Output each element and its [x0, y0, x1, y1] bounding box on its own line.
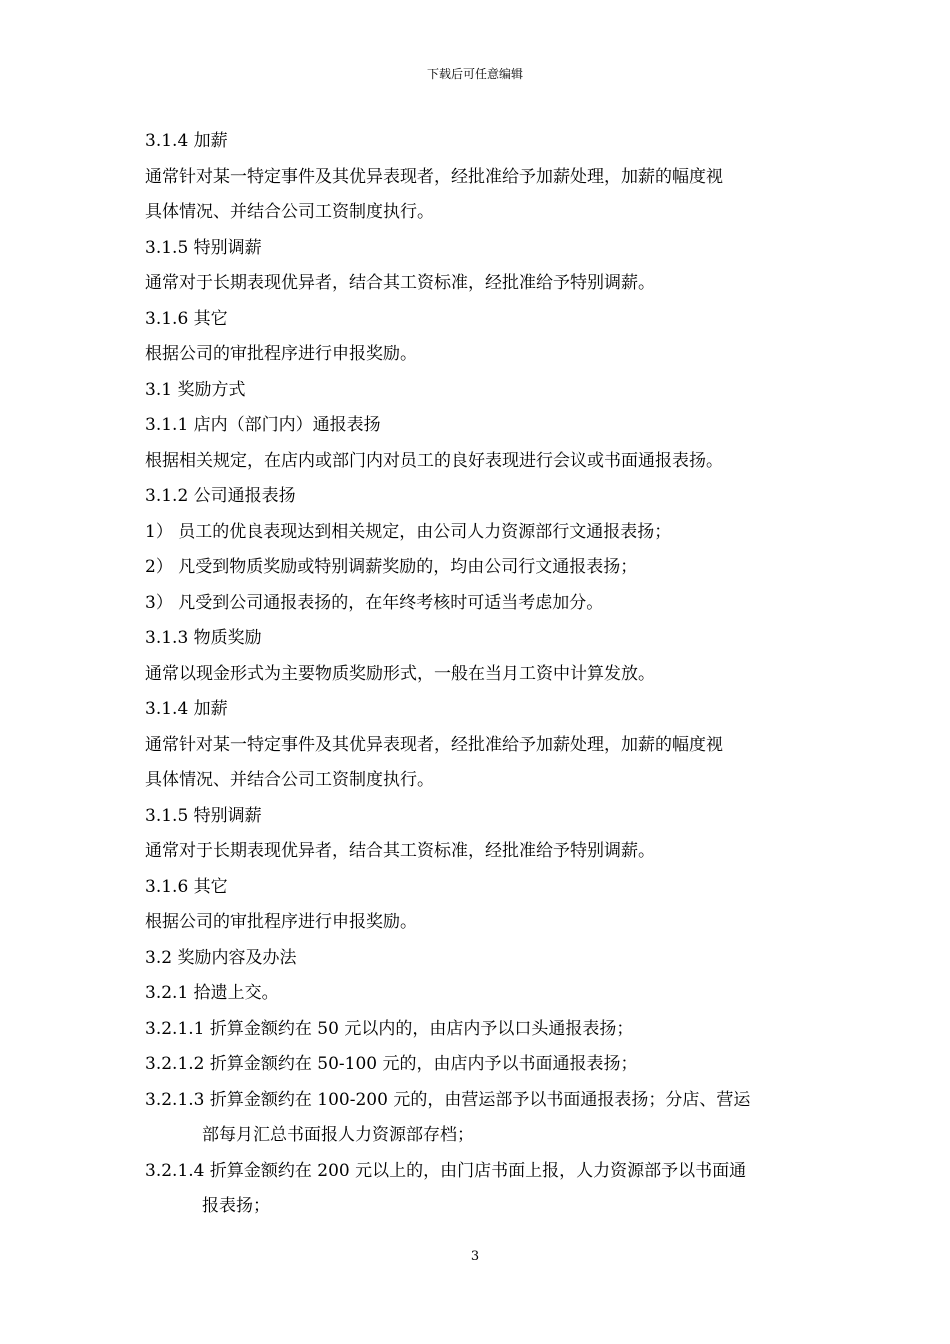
- paragraph-line: 通常针对某一特定事件及其优异表现者，经批准给予加薪处理，加薪的幅度视: [145, 734, 723, 755]
- heading-3-1: 3.1 奖励方式: [145, 379, 246, 400]
- page-number: 3: [470, 1249, 480, 1264]
- page-header: 下载后可任意编辑: [426, 67, 523, 81]
- list-item: 1） 员工的优良表现达到相关规定，由公司人力资源部行文通报表扬；: [145, 521, 672, 542]
- list-item-continuation: 部每月汇总书面报人力资源部存档；: [202, 1125, 474, 1145]
- heading-3-1-6: 3.1.6 其它: [145, 876, 228, 897]
- heading-3-1-5: 3.1.5 特别调薪: [145, 237, 262, 258]
- list-item: 3.2.1.3 折算金额约在 100-200 元的，由营运部予以书面通报表扬；分店、营运: [145, 1089, 751, 1110]
- heading-3-1-6: 3.1.6 其它: [145, 308, 228, 329]
- paragraph-line: 通常针对某一特定事件及其优异表现者，经批准给予加薪处理，加薪的幅度视: [145, 166, 723, 187]
- paragraph-line: 根据相关规定，在店内或部门内对员工的良好表现进行会议或书面通报表扬。: [145, 450, 723, 471]
- paragraph-line: 具体情况、并结合公司工资制度执行。: [145, 202, 434, 222]
- list-item-continuation: 报表扬；: [202, 1196, 270, 1216]
- heading-3-1-3: 3.1.3 物质奖励: [145, 628, 262, 648]
- heading-3-1-4: 3.1.4 加薪: [145, 699, 228, 719]
- heading-3-2: 3.2 奖励内容及办法: [145, 947, 297, 968]
- document-body: [145, 124, 810, 1225]
- paragraph-line: 通常对于长期表现优异者，结合其工资标准，经批准给予特别调薪。: [145, 841, 655, 861]
- paragraph-line: 根据公司的审批程序进行申报奖励。: [145, 344, 417, 364]
- paragraph-line: 根据公司的审批程序进行申报奖励。: [145, 912, 417, 932]
- list-item: 3.2.1.4 折算金额约在 200 元以上的，由门店书面上报，人力资源部予以书面通: [145, 1160, 747, 1181]
- paragraph-line: 具体情况、并结合公司工资制度执行。: [145, 770, 434, 790]
- list-item: 3.2.1.2 折算金额约在 50-100 元的，由店内予以书面通报表扬；: [145, 1054, 638, 1074]
- list-item: 2） 凡受到物质奖励或特别调薪奖励的，均由公司行文通报表扬；: [145, 557, 638, 577]
- paragraph-line: 通常对于长期表现优异者，结合其工资标准，经批准给予特别调薪。: [145, 273, 655, 293]
- heading-3-1-1: 3.1.1 店内（部门内）通报表扬: [145, 415, 381, 435]
- heading-3-1-2: 3.1.2 公司通报表扬: [145, 486, 296, 506]
- heading-3-2-1: 3.2.1 拾遗上交。: [145, 983, 279, 1003]
- heading-3-1-5: 3.1.5 特别调薪: [145, 805, 262, 826]
- paragraph-line: 通常以现金形式为主要物质奖励形式，一般在当月工资中计算发放。: [145, 663, 655, 684]
- list-item: 3） 凡受到公司通报表扬的，在年终考核时可适当考虑加分。: [145, 592, 604, 613]
- heading-3-1-4: 3.1.4 加薪: [145, 131, 228, 151]
- list-item: 3.2.1.1 折算金额约在 50 元以内的，由店内予以口头通报表扬；: [145, 1018, 634, 1039]
